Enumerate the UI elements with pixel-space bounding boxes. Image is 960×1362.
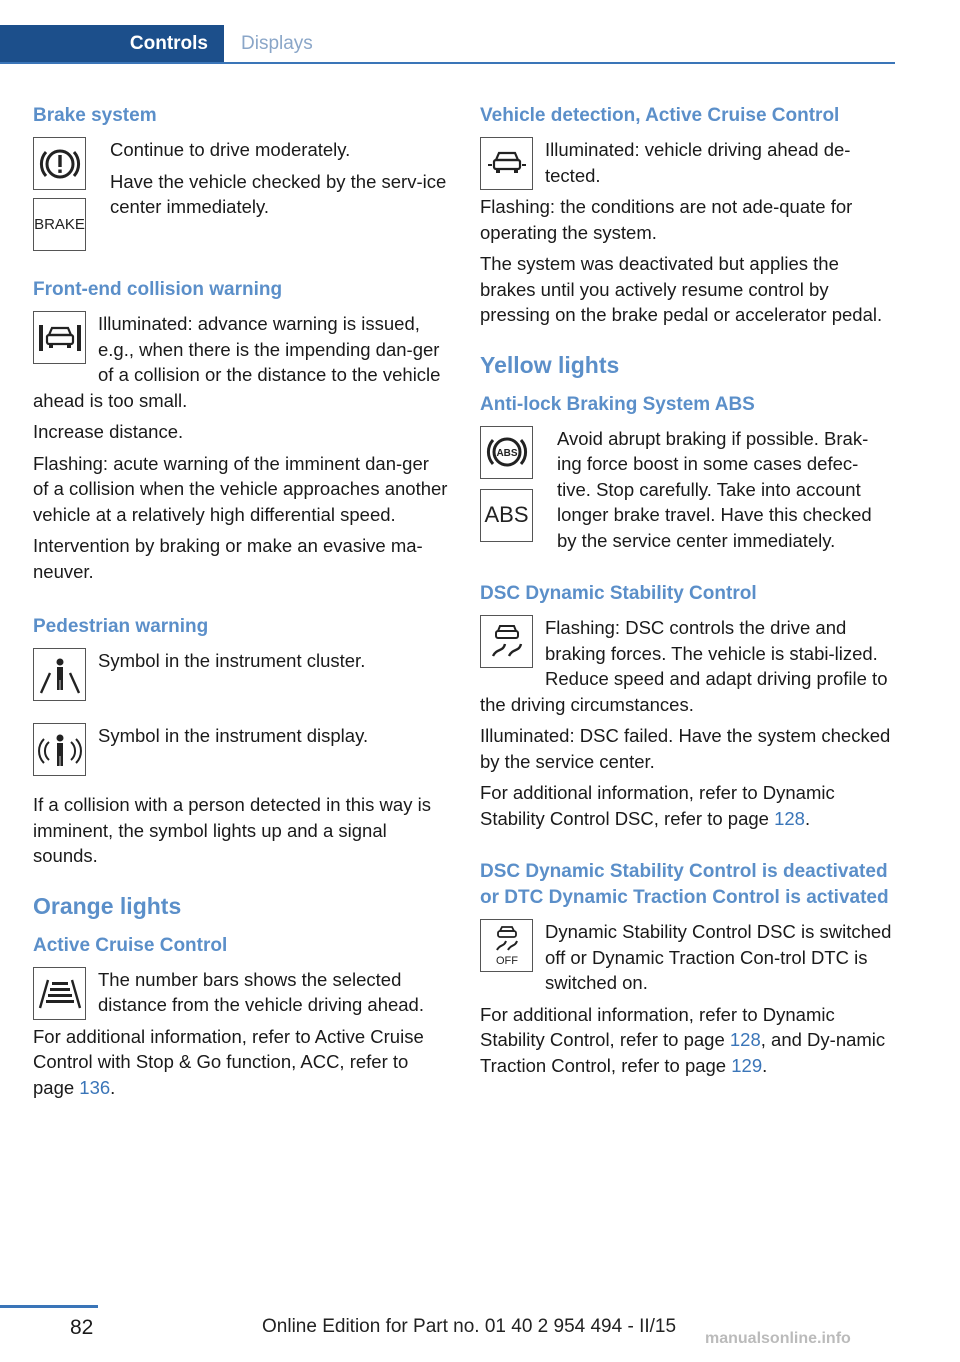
pedestrian-display-icon: [33, 723, 86, 776]
section-title-dsc-off: DSC Dynamic Stability Control is deactivated or DTC Dynamic Traction Control is activated: [480, 861, 889, 908]
section-title-orange-lights: Orange lights: [33, 892, 182, 919]
dsc-text-2: Illuminated: DSC failed. Have the system checked by the service center.: [480, 725, 891, 772]
section-title-yellow-lights: Yellow lights: [480, 351, 620, 378]
abs-text-icon: [480, 489, 533, 542]
section-title-abs: Anti-lock Braking System ABS: [480, 393, 755, 415]
page-link-136[interactable]: 136: [79, 1076, 111, 1098]
right-column: [480, 103, 892, 1084]
brake-warning-icon: [33, 137, 86, 190]
tab-controls[interactable]: Controls: [0, 25, 224, 62]
vehicle-text-2: Flashing: the conditions are not ade‐quate for operating the system.: [480, 196, 853, 243]
pedestrian-cluster-icon: [33, 648, 86, 701]
page-link-129[interactable]: 129: [731, 1054, 763, 1076]
dsc-text-3: For additional information, refer to Dynamic Stability Control DSC, refer to page 128.: [480, 782, 835, 829]
section-title-brake-system: Brake system: [33, 105, 157, 126]
dsc-off-text-1: Dynamic Stability Control DSC is switched off or Dynamic Traction Con‐trol DTC is switched on.: [545, 921, 892, 993]
brake-text-icon: [33, 198, 86, 251]
brake-text-2: Have the vehicle checked by the serv‐ice center immediately.: [110, 170, 447, 217]
abs-icon-label: ABS: [484, 502, 529, 528]
pedestrian-text-3: If a collision with a person detected in this way is imminent, the symbol lights up and a signal sounds.: [33, 794, 431, 866]
dsc-skid-icon: [480, 615, 533, 668]
dsc-off-text-2: For additional information, refer to Dynamic Stability Control, refer to page 128, and Dy‐namic Traction Control, refer to page 129.: [480, 1003, 886, 1076]
dsc-off-icon: [480, 919, 533, 972]
pedestrian-text-1: Symbol in the instrument cluster.: [98, 650, 366, 671]
car-front-warning-icon: [33, 311, 86, 364]
left-column: [33, 103, 448, 1106]
acc-text-1: The number bars shows the selected distance from the vehicle driving ahead.: [98, 968, 424, 1015]
vehicle-text-3: The system was deactivated but applies the brakes until you actively resume control by pressing on the brake pedal or accelerator pedal.: [480, 253, 883, 325]
abs-text-1: Avoid abrupt braking if possible. Brak‐ing force boost in some cases defec‐tive. Stop carefully. Take into account longer brake travel. Have this checked by the service center immediately.: [557, 427, 872, 551]
section-title-pedestrian-warning: Pedestrian warning: [33, 616, 209, 637]
tab-displays[interactable]: Displays: [241, 33, 313, 54]
section-title-vehicle-detection: Vehicle detection, Active Cruise Control: [480, 105, 840, 126]
dsc-text-1: Flashing: DSC controls the drive and braking forces. The vehicle is stabi‐lized. Reduce speed and adapt driving profile to the driving circumstances.: [480, 617, 888, 715]
dsc-off-label: OFF: [495, 954, 518, 967]
frontend-text-3: Flashing: acute warning of the imminent dan‐ger of a collision when the vehicle approaches another vehicle at a relatively high differential speed.: [33, 452, 448, 525]
section-title-front-end-collision: Front-end collision warning: [33, 279, 283, 300]
acc-distance-bars-icon: [33, 967, 86, 1020]
page-number: 82: [70, 1316, 94, 1339]
abs-circle-icon: [480, 426, 533, 479]
section-title-dsc: DSC Dynamic Stability Control: [480, 583, 757, 604]
brake-icon-label: BRAKE: [34, 215, 85, 233]
page-link-128b[interactable]: 128: [729, 1029, 761, 1050]
pedestrian-text-2: Symbol in the instrument display.: [98, 725, 369, 746]
acc-text-2: For additional information, refer to Active Cruise Control with Stop & Go function, ACC, refer to page 136.: [33, 1025, 424, 1098]
abs-circle-label: ABS: [495, 448, 518, 459]
page-link-128[interactable]: 128: [774, 807, 805, 829]
footer-rule: [0, 1305, 98, 1308]
frontend-text-2: Increase distance.: [33, 421, 184, 442]
brake-text-1: Continue to drive moderately.: [110, 139, 351, 160]
vehicle-text-1: Illuminated: vehicle driving ahead de‐tected.: [545, 139, 851, 186]
frontend-text-1: Illuminated: advance warning is issued, e.g., when there is the impending dan‐ger of a collision or the distance to the vehicle ahead is too small.: [33, 313, 441, 411]
watermark: manualsonline.info: [705, 1330, 851, 1347]
vehicle-detected-icon: [480, 137, 533, 190]
edition-text: Online Edition for Part no. 01 40 2 954 494 - II/15: [262, 1316, 677, 1337]
frontend-text-4: Intervention by braking or make an evasive ma‐neuver.: [33, 535, 423, 582]
section-title-active-cruise-control: Active Cruise Control: [33, 934, 228, 956]
header-bar: [0, 25, 895, 64]
